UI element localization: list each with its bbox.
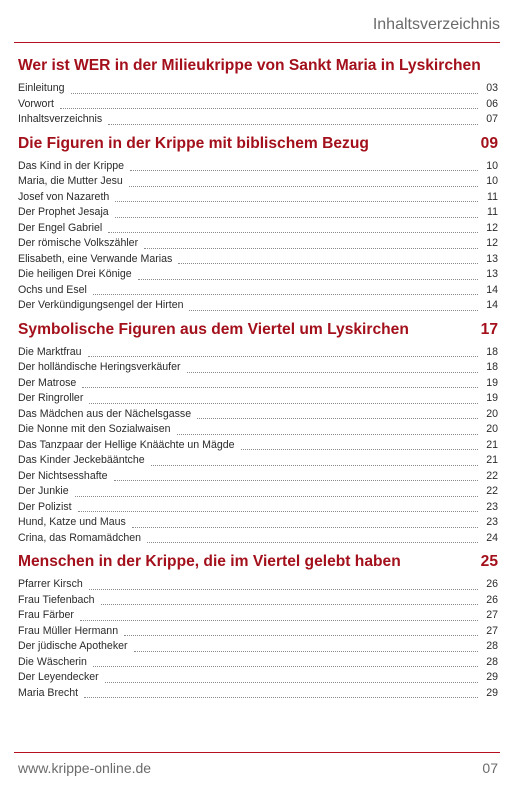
- entry-page-number: 18: [486, 345, 498, 358]
- section-page-number: 09: [480, 134, 498, 152]
- toc-entry[interactable]: [18, 283, 498, 299]
- entry-leader: [134, 642, 478, 652]
- entry-page-number: 10: [486, 159, 498, 172]
- entry-label: Der Verkündigungsengel der Hirten: [18, 299, 184, 311]
- entry-page-number: 19: [486, 376, 498, 389]
- entry-label: Der Prophet Jesaja: [18, 206, 109, 218]
- entry-label: Maria Brecht: [18, 686, 79, 699]
- entry-leader: [241, 440, 478, 450]
- entry-leader: [130, 161, 478, 171]
- entry-label: Hund, Katze und Maus: [18, 516, 126, 528]
- entry-page-number: 20: [486, 423, 498, 435]
- entry-leader: [114, 471, 479, 481]
- entry-label: Maria, die Mutter Jesu: [18, 175, 123, 187]
- entry-label: Frau Tiefenbach: [18, 593, 95, 606]
- section-heading[interactable]: [18, 134, 498, 154]
- entry-leader: [75, 487, 478, 497]
- toc-entry[interactable]: [18, 686, 498, 702]
- entry-page-number: 14: [486, 283, 498, 296]
- entry-leader: [82, 378, 478, 388]
- entry-leader: [108, 115, 478, 125]
- entry-page-number: 18: [486, 361, 498, 373]
- entry-page-number: 28: [486, 640, 498, 652]
- toc-entry[interactable]: [18, 469, 498, 485]
- entry-leader: [60, 99, 478, 109]
- toc-entry[interactable]: [18, 608, 498, 624]
- toc-entry[interactable]: [18, 531, 498, 547]
- toc-entry[interactable]: [18, 484, 498, 500]
- toc-entry[interactable]: [18, 97, 498, 113]
- entry-label: Vorwort: [18, 97, 54, 110]
- section-page-number: 25: [480, 553, 498, 570]
- section-title: Menschen in der Krippe, die im Viertel gelebt haben: [18, 553, 401, 570]
- toc-section: [18, 56, 498, 128]
- entry-page-number: 26: [486, 578, 498, 590]
- entry-page-number: 06: [486, 97, 498, 110]
- entry-leader: [80, 611, 478, 621]
- entry-leader: [132, 518, 478, 528]
- entry-label: Der Matrose: [18, 376, 77, 389]
- entry-leader: [144, 239, 478, 249]
- entry-leader: [177, 425, 478, 435]
- entry-page-number: 13: [486, 252, 498, 265]
- entry-leader: [197, 409, 478, 419]
- entry-label: Das Mädchen aus der Nächelsgasse: [18, 407, 192, 420]
- entry-page-number: 28: [486, 655, 498, 668]
- section-title: Wer ist WER in der Milieukrippe von Sankt Maria in Lyskirchen: [18, 57, 481, 74]
- entry-leader: [105, 673, 478, 683]
- entry-page-number: 12: [486, 237, 498, 249]
- entry-leader: [124, 626, 478, 636]
- entry-label: Einleitung: [18, 82, 65, 94]
- entry-page-number: 26: [486, 593, 498, 606]
- entry-label: Der Junkie: [18, 485, 69, 497]
- entry-label: Das Kinder Jeckebääntche: [18, 454, 145, 466]
- entry-page-number: 29: [486, 686, 498, 699]
- toc-entry[interactable]: [18, 453, 498, 469]
- entry-label: Pfarrer Kirsch: [18, 578, 83, 590]
- entry-label: Der Leyendecker: [18, 671, 99, 683]
- entry-label: Die Nonne mit den Sozialwaisen: [18, 423, 171, 435]
- section-leader: [417, 332, 477, 336]
- toc-entry[interactable]: [18, 81, 498, 97]
- entry-page-number: 22: [486, 485, 498, 497]
- toc-entry[interactable]: [18, 345, 498, 361]
- toc-entry[interactable]: [18, 112, 498, 128]
- entry-page-number: 23: [486, 516, 498, 528]
- toc-entry[interactable]: [18, 624, 498, 640]
- toc-entry[interactable]: [18, 577, 498, 593]
- entry-page-number: 07: [486, 113, 498, 125]
- header-divider: [14, 42, 500, 43]
- toc-entry[interactable]: [18, 236, 498, 252]
- entry-page-number: 29: [486, 671, 498, 683]
- section-leader: [409, 564, 477, 568]
- entry-label: Ochs und Esel: [18, 283, 87, 296]
- toc-section: [18, 134, 498, 314]
- section-heading[interactable]: [18, 552, 498, 572]
- entry-label: Frau Färber: [18, 609, 74, 621]
- toc-entry[interactable]: [18, 670, 498, 686]
- toc-entry[interactable]: [18, 407, 498, 423]
- section-page-number: 17: [480, 320, 498, 338]
- section-leader: [377, 146, 477, 150]
- entry-page-number: 14: [486, 299, 498, 311]
- entry-leader: [108, 223, 478, 233]
- section-title: Die Figuren in der Krippe mit biblischem Bezug: [18, 134, 369, 152]
- toc-entry[interactable]: [18, 267, 498, 283]
- entry-leader: [89, 394, 478, 404]
- entry-leader: [78, 502, 478, 512]
- entry-page-number: 20: [486, 407, 498, 420]
- entry-page-number: 11: [487, 206, 498, 218]
- entry-label: Elisabeth, eine Verwande Marias: [18, 252, 173, 265]
- entry-leader: [129, 177, 478, 187]
- entry-leader: [93, 285, 478, 295]
- toc-entry[interactable]: [18, 500, 498, 516]
- footer-divider: [14, 752, 500, 753]
- toc-entry[interactable]: [18, 422, 498, 438]
- entry-leader: [88, 347, 478, 357]
- section-heading[interactable]: [18, 320, 498, 340]
- toc-entry[interactable]: [18, 639, 498, 655]
- entry-label: Der Ringroller: [18, 392, 84, 404]
- toc-entry[interactable]: [18, 174, 498, 190]
- entry-page-number: 11: [487, 190, 498, 203]
- entry-label: Das Kind in der Krippe: [18, 159, 124, 172]
- entry-leader: [151, 456, 478, 466]
- page-header-title: Inhaltsverzeichnis: [372, 16, 500, 33]
- entry-page-number: 22: [486, 469, 498, 482]
- entry-page-number: 19: [486, 392, 498, 404]
- footer-page-number: 07: [482, 760, 498, 776]
- entry-page-number: 12: [486, 221, 498, 234]
- section-title: Symbolische Figuren aus dem Viertel um Lyskirchen: [18, 320, 409, 338]
- toc-entry[interactable]: [18, 593, 498, 609]
- entry-label: Der Engel Gabriel: [18, 221, 103, 234]
- entry-leader: [189, 301, 478, 311]
- toc-entry[interactable]: [18, 221, 498, 237]
- entry-leader: [115, 208, 478, 218]
- entry-leader: [93, 657, 478, 667]
- toc-entry[interactable]: [18, 376, 498, 392]
- entry-label: Inhaltsverzeichnis: [18, 113, 103, 125]
- entry-page-number: 03: [486, 82, 498, 94]
- entry-label: Crina, das Romamädchen: [18, 531, 142, 544]
- toc-section: [18, 320, 498, 547]
- toc-section: [18, 552, 498, 701]
- entry-page-number: 24: [486, 531, 498, 544]
- toc-entry[interactable]: [18, 515, 498, 531]
- entry-label: Das Tanzpaar der Hellige Knäächte un Mägde: [18, 438, 235, 451]
- entry-leader: [89, 580, 478, 590]
- entry-label: Die Marktfrau: [18, 345, 82, 358]
- entry-leader: [147, 533, 478, 543]
- entry-label: Der Polizist: [18, 500, 72, 513]
- toc-entry[interactable]: [18, 190, 498, 206]
- entry-label: Der römische Volkszähler: [18, 237, 139, 249]
- table-of-contents: [18, 56, 498, 707]
- toc-entry[interactable]: [18, 360, 498, 376]
- entry-page-number: 21: [486, 454, 498, 466]
- entry-leader: [115, 192, 478, 202]
- toc-entry[interactable]: [18, 391, 498, 407]
- toc-entry[interactable]: [18, 298, 498, 314]
- entry-leader: [71, 84, 478, 94]
- entry-label: Der jüdische Apotheker: [18, 640, 128, 652]
- toc-entry[interactable]: [18, 252, 498, 268]
- entry-leader: [101, 595, 478, 605]
- entry-label: Der Nichtsesshafte: [18, 469, 108, 482]
- entry-page-number: 23: [486, 500, 498, 513]
- entry-label: Frau Müller Hermann: [18, 624, 119, 637]
- entry-leader: [187, 363, 478, 373]
- entry-label: Der holländische Heringsverkäufer: [18, 361, 181, 373]
- entry-page-number: 21: [486, 438, 498, 451]
- entry-leader: [138, 270, 478, 280]
- entry-page-number: 10: [486, 175, 498, 187]
- footer-website: www.krippe-online.de: [18, 760, 152, 776]
- entry-label: Die Wäscherin: [18, 655, 87, 668]
- entry-leader: [178, 254, 478, 264]
- toc-entry[interactable]: [18, 159, 498, 175]
- entry-label: Die heiligen Drei Könige: [18, 268, 132, 280]
- toc-entry[interactable]: [18, 438, 498, 454]
- entry-label: Josef von Nazareth: [18, 190, 110, 203]
- section-heading[interactable]: [18, 56, 498, 76]
- toc-entry[interactable]: [18, 655, 498, 671]
- toc-entry[interactable]: [18, 205, 498, 221]
- entry-page-number: 27: [486, 609, 498, 621]
- entry-page-number: 27: [486, 624, 498, 637]
- entry-page-number: 13: [486, 268, 498, 280]
- entry-leader: [84, 688, 478, 698]
